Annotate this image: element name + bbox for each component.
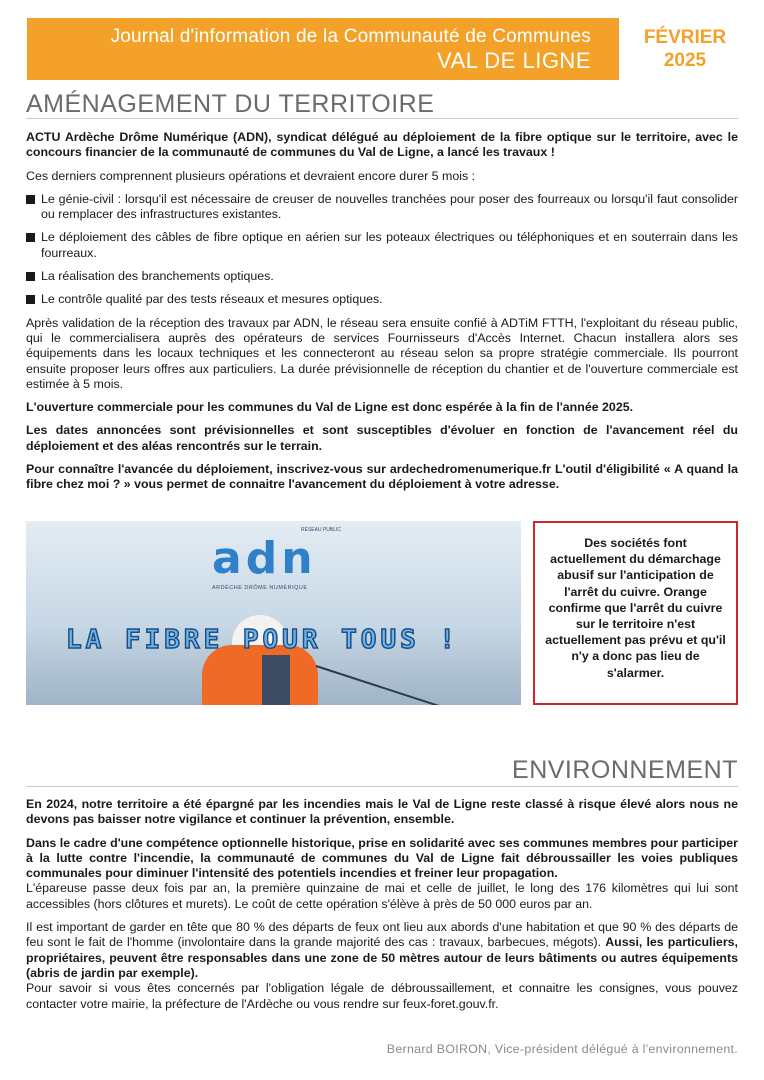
risk-responsibility: Aussi, les particuliers, propriétaires, peuvent être responsables dans une zone de 50 mètres autour de leurs bâtiments ou autres équipements (abris de jardin par exemple). [26, 935, 738, 980]
bullet-square-icon [26, 195, 35, 204]
amenagement-body: Après validation de la réception des travaux par ADN, le réseau sera ensuite confié à ADTiM FTTH, l'exploitant du réseau public, qui le commercialisera auprès des opérateurs de services Fournisseurs d'Accès Internet. Chacun installera alors ses équipements dans les locaux techniques et les connecteront au réseau selon sa propre stratégie commerciale. Ils pourront ensuite proposer leurs offres aux particuliers. La durée prévisionnelle de réception du chantier et de l'ouverture commerciale est estimée à 5 mois. [26, 315, 738, 391]
bullet-text: Le contrôle qualité par des tests réseaux et mesures optiques. [41, 292, 383, 307]
photo-slogan: LA FIBRE POUR TOUS ! [66, 625, 460, 655]
warning-callout: Des sociétés font actuellement du démarchage abusif sur l'anticipation de l'arrêt du cuivre. Orange confirme que l'arrêt du cuivre sur le territoire n'est actuellement pas prévu et qu'il n'y a donc pas lieu de s'alarmer. [533, 521, 738, 705]
section-divider [26, 118, 738, 119]
journal-header-band [27, 18, 619, 80]
article-signature: Bernard BOIRON, Vice-président délégué à l'environnement. [386, 1042, 738, 1056]
issue-year: 2025 [663, 50, 707, 71]
environnement-article [26, 797, 738, 1020]
amenagement-opening: L'ouverture commerciale pour les communes du Val de Ligne est donc espérée à la fin de l'année 2025. [26, 400, 634, 415]
issue-date [630, 26, 740, 72]
list-item [26, 269, 738, 284]
amenagement-lead: Ces derniers comprennent plusieurs opérations et devraient encore durer 5 mois : [26, 168, 476, 183]
issue-month: FÉVRIER [643, 27, 727, 48]
environnement-competence: Dans le cadre d'une compétence optionnelle historique, prise en solidarité avec ses communes membres pour participer à la lutte contre l'incendie, la communauté de communes du Val de Ligne fait débroussailler les voies publiques communales pour diminuer l'intensité des potentiels incendies et freiner leur propagation. [26, 835, 738, 881]
bullet-text: Le déploiement des câbles de fibre optique en aérien sur les poteaux électriques ou téléphoniques et en souterrain dans les fourreaux. [41, 230, 738, 260]
bullet-text: La réalisation des branchements optiques. [41, 269, 274, 284]
amenagement-article [26, 130, 738, 501]
fibre-photo [26, 521, 521, 705]
environnement-contact: Pour savoir si vous êtes concernés par l'obligation légale de débroussaillement, et connaitre les consignes, vous pouvez contacter votre mairie, la préfecture de l'Ardèche ou vous rendre sur feux-foret.gouv.fr. [26, 981, 738, 1011]
environnement-risk [26, 920, 738, 981]
amenagement-info: Pour connaître l'avancée du déploiement, inscrivez-vous sur ardechedromenumerique.fr L'outil d'éligibilité « A quand la fibre chez moi ? » vous permet de connaitre l'avancement du déploiement à votre adresse. [26, 462, 738, 492]
environnement-intro: En 2024, notre territoire a été épargné par les incendies mais le Val de Ligne reste classé à risque élevé alors nous ne devons pas baisser notre vigilance et continuer la prévention, ensemble. [26, 797, 738, 827]
bullet-text: Le génie-civil : lorsqu'il est nécessaire de creuser de nouvelles tranchées pour poser des fourreaux ou lorsqu'il faut consolider ou remplacer des infrastructures existantes. [41, 191, 738, 222]
adn-logo-subtitle: ARDÈCHE DRÔME NUMÉRIQUE [212, 585, 308, 591]
list-item [26, 230, 738, 261]
bullet-square-icon [26, 233, 35, 242]
bullet-square-icon [26, 272, 35, 281]
section-title-amenagement: AMÉNAGEMENT DU TERRITOIRE [26, 90, 435, 118]
list-item [26, 192, 738, 223]
section-title-environnement: ENVIRONNEMENT [512, 756, 738, 784]
bullet-square-icon [26, 295, 35, 304]
risk-stats: Il est important de garder en tête que 80 % des départs de feux ont lieu aux abords d'une habitation et que 90 % des départs de feu sont le fait de l'homme (involontaire dans la grande majorité des cas : travaux, barbecues, mégots). [26, 920, 738, 950]
environnement-epareuse: L'épareuse passe deux fois par an, la première quinzaine de mai et celle de juillet, le long des 176 kilomètres qui lui sont accessibles (hors clôtures et murets). Le coût de cette opération s'élève à près de 50 000 euros par an. [26, 881, 738, 911]
fibre-cable [316, 665, 478, 705]
amenagement-dates-note: Les dates annoncées sont prévisionnelles et sont susceptibles d'évoluer en fonction de l'avancement réel du déploiement et des aléas rencontrés sur le terrain. [26, 423, 738, 453]
list-item [26, 292, 738, 307]
amenagement-intro: ACTU Ardèche Drôme Numérique (ADN), syndicat délégué au déploiement de la fibre optique sur le territoire, avec le concours financier de la communauté de communes du Val de Ligne, a lancé les travaux ! [26, 130, 738, 160]
adn-logo: adn [212, 533, 317, 584]
adn-reseau-label: RÉSEAU PUBLIC [301, 527, 342, 533]
section-divider [26, 786, 738, 787]
journal-title: Journal d'information de la Communauté de Communes [110, 26, 591, 47]
worker-strap [262, 655, 290, 705]
brand-name: VAL DE LIGNE [437, 48, 591, 73]
